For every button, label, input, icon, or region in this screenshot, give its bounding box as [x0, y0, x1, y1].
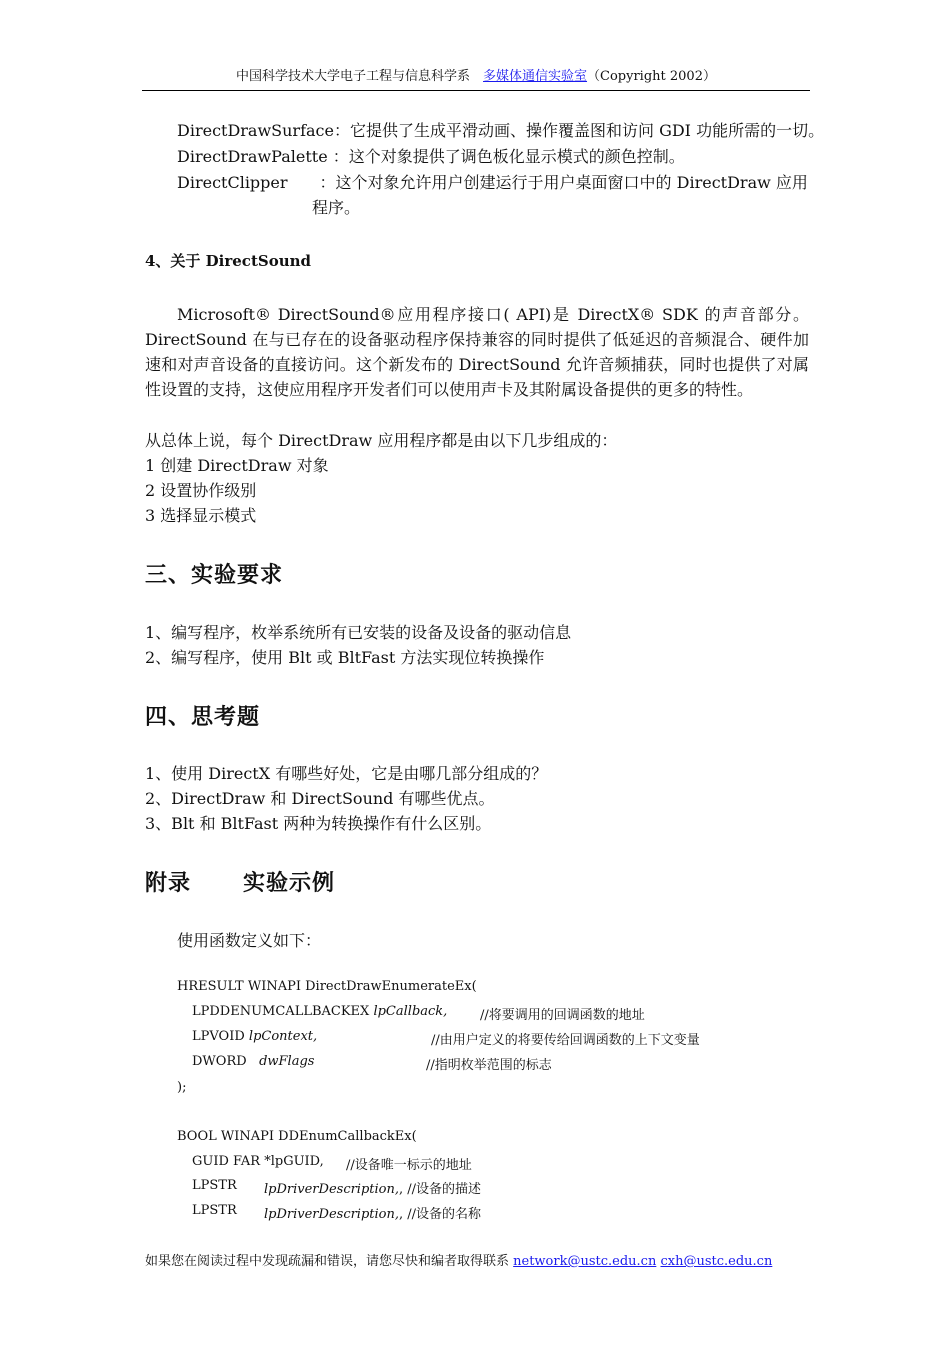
section4-title: 4、关于 DirectSound — [145, 252, 312, 270]
func1-param-1: LPDDENUMCALLBACKEX lpCallback, — [192, 1004, 448, 1019]
section4-paragraph: Microsoft® DirectSound®应用程序接口( API)是 DirectX® SDK 的声音部分。DirectSound 在与已存在的设备驱动程序保持兼容的同时提供了低延迟的音频混合、硬件加速和对声音设备的直接访问。这个新发布的 DirectSound 允许音频捕获，同时也提供了对属性设置的支持，这使应用程序开发者们可以使用声卡及其附属设备提供的更多的特性。 — [145, 305, 809, 399]
lab-link[interactable]: 多媒体通信实验室 — [483, 69, 588, 84]
question-1: 1、使用 DirectX 有哪些好处，它是由哪几部分组成的？ — [145, 764, 548, 783]
step-2: 2 设置协作级别 — [145, 481, 257, 500]
func2-signature: BOOL WINAPI DDEnumCallbackEx( — [177, 1129, 417, 1144]
func1-param-3: DWORD dwFlags — [192, 1054, 315, 1069]
questions-title: 四、思考题 — [145, 704, 261, 730]
steps-intro: 从总体上说，每个 DirectDraw 应用程序都是由以下几步组成的： — [145, 431, 618, 450]
func1-comment-2: //由用户定义的将要传给回调函数的上下文变量 — [431, 1033, 700, 1048]
requirement-1: 1、编写程序，枚举系统所有已安装的设备及设备的驱动信息 — [145, 623, 572, 642]
email-link-cxh[interactable]: cxh@ustc.edu.cn — [660, 1254, 773, 1269]
func2-param-2-rest: lpDriverDescription,, //设备的描述 — [264, 1182, 482, 1197]
requirements-title: 三、实验要求 — [145, 562, 284, 588]
header-text: 中国科学技术大学电子工程与信息科学系 — [236, 69, 484, 84]
func2-param-2: LPSTR — [192, 1178, 237, 1193]
question-3: 3、Blt 和 BltFast 两种为转换操作有什么区别。 — [145, 814, 492, 833]
appendix-title: 附录 实验示例 — [145, 870, 336, 896]
requirement-2: 2、编写程序，使用 Blt 或 BltFast 方法实现位转换操作 — [145, 648, 545, 667]
def-clipper: DirectClipper ：这个对象允许用户创建运行于用户桌面窗口中的 DirectDraw 应用 — [177, 173, 808, 192]
func1-close: ); — [177, 1080, 187, 1095]
step-1: 1 创建 DirectDraw 对象 — [145, 456, 329, 475]
func1-param-2: LPVOID lpContext, — [192, 1029, 318, 1044]
page-footer: 如果您在阅读过程中发现疏漏和错误，请您尽快和编者取得联系 network@ustc.edu.cn cxh@ustc.edu.cn — [145, 1254, 773, 1269]
def-surface: DirectDrawSurface：它提供了生成平滑动画、操作覆盖图和访问 GDI 功能所需的一切。 — [177, 121, 825, 140]
func2-param-3: LPSTR — [192, 1203, 237, 1218]
def-palette: DirectDrawPalette ：这个对象提供了调色板化显示模式的颜色控制。 — [177, 147, 685, 166]
func1-signature: HRESULT WINAPI DirectDrawEnumerateEx( — [177, 979, 477, 994]
email-link-network[interactable]: network@ustc.edu.cn — [513, 1254, 657, 1269]
header-copyright: （Copyright 2002） — [587, 69, 716, 84]
page-header — [142, 66, 810, 91]
def-clipper-cont: 程序。 — [312, 198, 361, 217]
func2-param-1: GUID FAR *lpGUID, — [192, 1154, 324, 1169]
func1-comment-1: //将要调用的回调函数的地址 — [480, 1008, 645, 1023]
step-3: 3 选择显示模式 — [145, 506, 257, 525]
appendix-intro: 使用函数定义如下： — [177, 931, 322, 950]
func1-comment-3: //指明枚举范围的标志 — [426, 1058, 552, 1073]
question-2: 2、DirectDraw 和 DirectSound 有哪些优点。 — [145, 789, 495, 808]
func2-comment-1: //设备唯一标示的地址 — [346, 1158, 472, 1173]
func2-param-3-rest: lpDriverDescription,, //设备的名称 — [264, 1207, 482, 1222]
